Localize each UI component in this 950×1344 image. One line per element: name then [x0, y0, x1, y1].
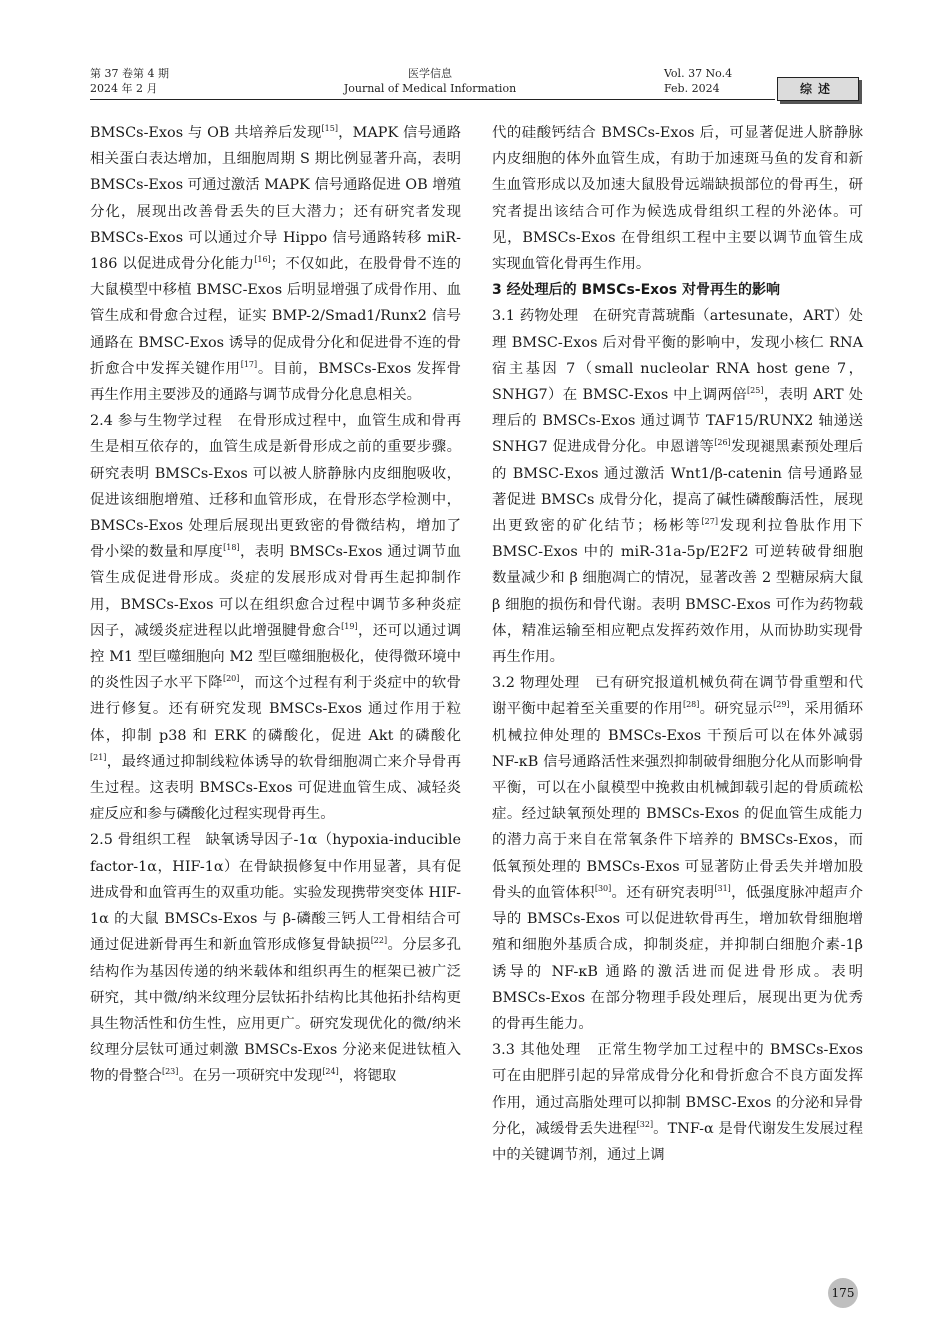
citation: [32] [636, 1119, 654, 1129]
citation: [26] [714, 438, 731, 448]
paragraph: 2.5 骨组织工程 缺氧诱导因子-1α（hypoxia-inducible factor-1α，HIF-1α）在骨缺损修复中作用显著，具有促进成骨和血管再生的双重功能。实验发现携带突变体 HIF-1α 的大鼠 BMSCs-Exos 与 β-磷酸三钙人工骨相结合可通过促进新骨再生和新血管形成修复骨缺损[22]。分层多孔结构作为基因传递的纳米载体和组织再生的框架已被广泛研究，其中微/纳米纹理分层钛拓扑结构比其他拓扑结构更具生物活性和仿生性，应用更广。研究发现优化的微/纳米纹理分层钛可通过刺激 BMSCs-Exos 分泌来促进钛植入物的骨整合[23]。在另一项研究中发现[24]，将锶取 [90, 832, 462, 1085]
citation: [31] [714, 884, 731, 894]
paragraph: BMSCs-Exos 与 OB 共培养后发现[15]，MAPK 信号通路相关蛋白表达增加，且细胞周期 S 期比例显著升高，表明 BMSCs-Exos 可通过激活 MAPK 信号通路促进 OB 增殖分化，展现出改善骨丢失的巨大潜力；还有研究者发现 BMSCs-Exos 可以通过介导 Hippo 信号通路转移 miR-186 以促进成骨分化能力[16]；不仅如此，在股骨骨不连的大鼠模型中移植 BMSC-Exos 后明显增强了成骨作用、血管生成和骨愈合过程，证实 BMP-2/Smad1/Runx2 信号通路在 BMSC-Exos 诱导的促成骨分化和促进骨不连的骨折愈合中发挥关键作用[17]。目前，BMSCs-Exos 发挥骨再生作用主要涉及的通路与调节成骨分化息息相关。 [90, 124, 461, 404]
citation: [28] [682, 700, 700, 710]
right-column [492, 120, 863, 1168]
citation: [18] [223, 543, 240, 553]
paragraph: 2.4 参与生物学过程 在骨形成过程中，血管生成和骨再生是相互依存的，血管生成是新骨形成之前的重要步骤。研究表明 BMSCs-Exos 可以被人脐静脉内皮细胞吸收，促进该细胞增殖、迁移和血管形成，在骨形态学检测中，BMSCs-Exos 处理后展现出更致密的骨微结构，增加了骨小梁的数量和厚度[18]，表明 BMSCs-Exos 通过调节血管生成促进骨形成。炎症的发展形成对骨再生起抑制作用，BMSCs-Exos 可以在组织愈合过程中调节多种炎症因子，减缓炎症进程以此增强腱骨愈合[19]，还可以通过调控 M1 型巨噬细胞向 M2 型巨噬细胞极化，使得微环境中的炎性因子水平下降[20]，而这个过程有利于炎症中的软骨进行修复。还有研究发现 BMSCs-Exos 通过作用于粒体，抑制 p38 和 ERK 的磷酸化，促进 Akt 的磷酸化[21]，最终通过抑制线粒体诱导的软骨细胞凋亡来介导骨再生过程。这表明 BMSCs-Exos 可促进血管生成、减轻炎症反应和参与磷酸化过程实现骨再生。 [90, 413, 461, 823]
citation: [20] [222, 674, 240, 684]
journal-issue-info [90, 66, 169, 96]
citation: [21] [90, 753, 107, 763]
issue-date-en: Feb. 2024 [664, 82, 720, 95]
citation: [27] [701, 517, 718, 527]
subsection-heading: 3.1 药物处理 [492, 308, 579, 325]
citation: [24] [322, 1067, 339, 1077]
issue-date: 2024 年 2 月 [90, 82, 158, 95]
header-rule [90, 99, 775, 100]
journal-title-en: Journal of Medical Information [343, 82, 517, 95]
paragraph: 3.3 其他处理 正常生物学加工过程中的 BMSCs-Exos 可在由肥胖引起的异常成骨分化和骨折愈合不良方面发挥作用，通过高脂处理可以抑制 BMSC-Exos 的分泌和异骨分化，减缓骨丢失进程[32]。TNF-α 是骨代谢发生发展过程中的关键调节剂，通过上调 [492, 1042, 863, 1163]
paragraph: 3.1 药物处理 在研究青蒿琥酯（artesunate，ART）处理 BMSC-Exos 后对骨平衡的影响中，发现小核仁 RNA 宿主基因 7（small nucleolar RNA host gene 7，SNHG7）在 BMSC-Exos 中上调两倍[25]，表明 ART 处理后的 BMSCs-Exos 通过调节 TAF15/RUNX2 轴递送 SNHG7 促进成骨分化。申恩谱等[26]发现褪黑素预处理后的 BMSC-Exos 通过激活 Wnt1/β-catenin 信号通路显著促进 BMSCs 成骨分化，提高了碱性磷酸酶活性，展现出更致密的矿化结节；杨彬等[27]发现利拉鲁肽作用下 BMSC-Exos 中的 miR-31a-5p/E2F2 可逆转破骨细胞数量减少和 β 细胞凋亡的情况，显著改善 2 型糖尿病大鼠 β 细胞的损伤和骨代谢。表明 BMSC-Exos 可作为药物载体，精准运输至相应靶点发挥药效作用，从而协助实现骨再生作用。 [492, 308, 863, 666]
section-heading: 2.4 参与生物学过程 [90, 413, 223, 430]
paragraph: 3.2 物理处理 已有研究报道机械负荷在调节骨重塑和代谢平衡中起着至关重要的作用[28]。研究显示[29]，采用循环机械拉伸处理的 BMSCs-Exos 干预后可以在体外减弱 NF-κB 信号通路活性来强烈抑制破骨细胞分化从而影响骨平衡，可以在小鼠模型中挽救由机械卸载引起的骨质疏松症。经过缺氧预处理的 BMSCs-Exos 的促血管生成能力的潜力高于来自在常氧条件下培养的 BMSCs-Exos，而低氧预处理的 BMSCs-Exos 可显著防止骨丢失并增加股骨头的血管体积[30]。还有研究表明[31]，低强度脉冲超声介导的 BMSCs-Exos 可以促进软骨再生，增加软骨细胞增殖和细胞外基质合成，抑制炎症，并抑制白细胞介素-1β 诱导的 NF-κB 通路的激活进而促进骨形成。表明 BMSCs-Exos 在部分物理手段处理后，展现出更为优秀的骨再生能力。 [492, 675, 863, 1032]
journal-title-cn: 医学信息 [408, 67, 452, 80]
section-heading: 2.5 骨组织工程 [90, 832, 192, 849]
journal-issue-info-en [664, 66, 774, 96]
citation: [30] [594, 884, 612, 894]
volume-issue: 第 37 卷第 4 期 [90, 67, 169, 80]
citation: [22] [370, 936, 388, 946]
citation: [29] [773, 700, 790, 710]
section-badge: 综述 [777, 77, 859, 101]
volume-issue-en: Vol. 37 No.4 [664, 67, 733, 80]
citation: [16] [254, 255, 271, 265]
citation: [15] [321, 124, 338, 134]
citation: [17] [240, 360, 258, 370]
left-column [90, 120, 461, 1090]
paragraph: 代的硅酸钙结合 BMSCs-Exos 后，可显著促进人脐静脉内皮细胞的体外血管生成，有助于加速斑马鱼的发育和新生血管形成以及加速大鼠股骨远端缺损部位的骨再生，研究者提出该结合可作为候选成骨组织工程的外泌体。可见，BMSCs-Exos 在骨组织工程中主要以调节血管生成实现血管化骨再生作用。 [492, 125, 863, 273]
citation: [19] [341, 622, 358, 632]
citation: [23] [161, 1067, 179, 1077]
section-heading: 3 经处理后的 BMSCs-Exos 对骨再生的影响 [492, 282, 781, 299]
journal-title-block [330, 66, 530, 96]
page-number: 175 [828, 1278, 858, 1308]
subsection-heading: 3.3 其他处理 [492, 1042, 582, 1059]
citation: [25] [747, 386, 764, 396]
subsection-heading: 3.2 物理处理 [492, 675, 580, 692]
